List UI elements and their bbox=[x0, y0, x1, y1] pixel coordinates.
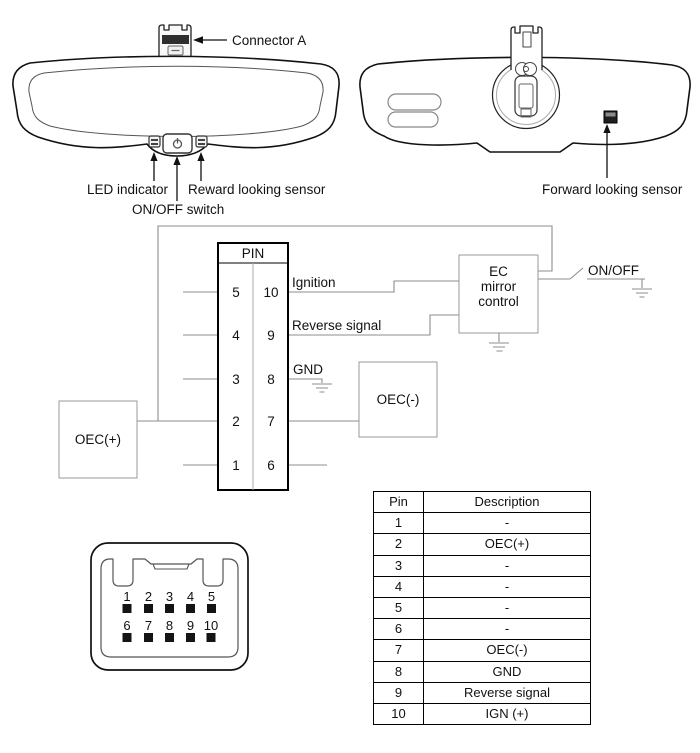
ec-box-line3: control bbox=[478, 294, 519, 309]
pin-cell: 7 bbox=[374, 640, 424, 661]
onoff-switch-label: ON/OFF switch bbox=[132, 202, 225, 217]
connector-pin-4 bbox=[186, 604, 195, 613]
pin-cell: 8 bbox=[374, 661, 424, 682]
pivot-ball bbox=[524, 63, 537, 76]
mount-column bbox=[515, 76, 537, 116]
pin-left-5: 5 bbox=[232, 285, 240, 300]
table-row bbox=[374, 640, 591, 661]
desc-cell: - bbox=[424, 576, 591, 597]
connector-pin-2-label: 2 bbox=[144, 589, 153, 604]
connector-pinout-drawing bbox=[91, 543, 248, 670]
connector-pin-3-label: 3 bbox=[165, 589, 174, 604]
connector-pin-2 bbox=[144, 604, 153, 613]
gnd-ground-symbol bbox=[312, 384, 332, 392]
rearward-sensor-grille bbox=[198, 139, 205, 141]
table-header-row bbox=[374, 492, 591, 513]
ignition-label: Ignition bbox=[292, 275, 336, 290]
pin-left-1: 1 bbox=[232, 458, 240, 473]
desc-cell: GND bbox=[424, 661, 591, 682]
connector-pin-1-label: 1 bbox=[123, 589, 131, 604]
connector-pin-8-label: 8 bbox=[165, 618, 174, 633]
pin-right-8: 8 bbox=[267, 372, 275, 387]
desc-cell: OEC(+) bbox=[424, 534, 591, 555]
desc-cell: OEC(-) bbox=[424, 640, 591, 661]
gnd-wire bbox=[288, 379, 322, 383]
connector-pin-5-label: 5 bbox=[207, 589, 216, 604]
desc-cell: Reverse signal bbox=[424, 682, 591, 703]
description-column-header: Description bbox=[424, 492, 591, 513]
connector-pin-8 bbox=[165, 633, 174, 642]
connector-a-arrowhead bbox=[193, 36, 203, 44]
oec-minus-label: OEC(-) bbox=[376, 392, 420, 407]
connector-pin-10-label: 10 bbox=[203, 618, 219, 633]
desc-cell: - bbox=[424, 513, 591, 534]
rearward-sensor bbox=[196, 136, 207, 147]
led-indicator bbox=[149, 136, 160, 147]
led-label: LED indicator bbox=[87, 182, 169, 197]
connector-pin-10 bbox=[207, 633, 216, 642]
table-row bbox=[374, 576, 591, 597]
pin-cell: 3 bbox=[374, 555, 424, 576]
desc-cell: - bbox=[424, 598, 591, 619]
table-row bbox=[374, 704, 591, 725]
onoff-label: ON/OFF bbox=[588, 263, 639, 278]
pin-column-header: Pin bbox=[374, 492, 424, 513]
connector-pin-6-label: 6 bbox=[123, 618, 131, 633]
pin-description-table bbox=[373, 491, 591, 725]
rearward-sensor-arrowhead bbox=[197, 152, 204, 161]
pin-left-3: 3 bbox=[232, 372, 240, 387]
reverse-signal-label: Reverse signal bbox=[292, 318, 382, 333]
pin-right-10: 10 bbox=[263, 285, 279, 300]
connector-pin-1 bbox=[123, 604, 132, 613]
rearward-sensor-grille bbox=[198, 143, 205, 145]
desc-cell: - bbox=[424, 555, 591, 576]
ec-box-line1: EC bbox=[489, 264, 508, 279]
connector-pin-7-label: 7 bbox=[144, 618, 153, 633]
led-indicator-grille bbox=[151, 139, 158, 141]
connector-pin-9-label: 9 bbox=[186, 618, 195, 633]
table-row bbox=[374, 513, 591, 534]
connector-pin-6 bbox=[123, 633, 132, 642]
connector-pin-7 bbox=[144, 633, 153, 642]
forward-sensor-top bbox=[606, 113, 616, 117]
pin-right-6: 6 bbox=[267, 458, 275, 473]
table-row bbox=[374, 619, 591, 640]
desc-cell: - bbox=[424, 619, 591, 640]
ec-box-line2: mirror bbox=[480, 279, 517, 294]
onoff-wire-right bbox=[587, 279, 645, 288]
onoff-ground-symbol bbox=[632, 289, 652, 297]
connector-pin-9 bbox=[186, 633, 195, 642]
pin-right-9: 9 bbox=[267, 328, 275, 343]
pin-cell: 6 bbox=[374, 619, 424, 640]
gnd-label: GND bbox=[293, 362, 323, 377]
onoff-switch-contact bbox=[570, 268, 583, 279]
oec-plus-label: OEC(+) bbox=[74, 432, 122, 447]
led-arrowhead bbox=[150, 152, 157, 161]
connector-a-label: Connector A bbox=[232, 33, 307, 48]
table-row bbox=[374, 661, 591, 682]
wiring-diagram bbox=[59, 226, 652, 490]
pin-header-label: PIN bbox=[241, 246, 265, 261]
pin-right-7: 7 bbox=[267, 414, 275, 429]
pin-cell: 1 bbox=[374, 513, 424, 534]
table-row bbox=[374, 598, 591, 619]
connector-pin-3 bbox=[165, 604, 174, 613]
pin-cell: 5 bbox=[374, 598, 424, 619]
pin-cell: 4 bbox=[374, 576, 424, 597]
table-row bbox=[374, 682, 591, 703]
rear-mirror-drawing bbox=[360, 26, 690, 197]
table-row bbox=[374, 534, 591, 555]
pin-left-4: 4 bbox=[232, 328, 240, 343]
forward-sensor-label: Forward looking sensor bbox=[542, 182, 683, 197]
desc-cell: IGN (+) bbox=[424, 704, 591, 725]
connector-pin-4-label: 4 bbox=[186, 589, 195, 604]
pin-cell: 9 bbox=[374, 682, 424, 703]
led-indicator-grille bbox=[151, 143, 158, 145]
pin-left-2: 2 bbox=[232, 414, 240, 429]
front-mirror-drawing bbox=[13, 25, 339, 217]
connector-a-housing bbox=[162, 35, 189, 44]
pin-cell: 10 bbox=[374, 704, 424, 725]
ec-ground-symbol bbox=[489, 343, 509, 351]
rearward-sensor-label: Reward looking sensor bbox=[188, 182, 326, 197]
connector-pin-5 bbox=[207, 604, 216, 613]
switch-arrowhead bbox=[173, 156, 180, 165]
pin-cell: 2 bbox=[374, 534, 424, 555]
table-row bbox=[374, 555, 591, 576]
